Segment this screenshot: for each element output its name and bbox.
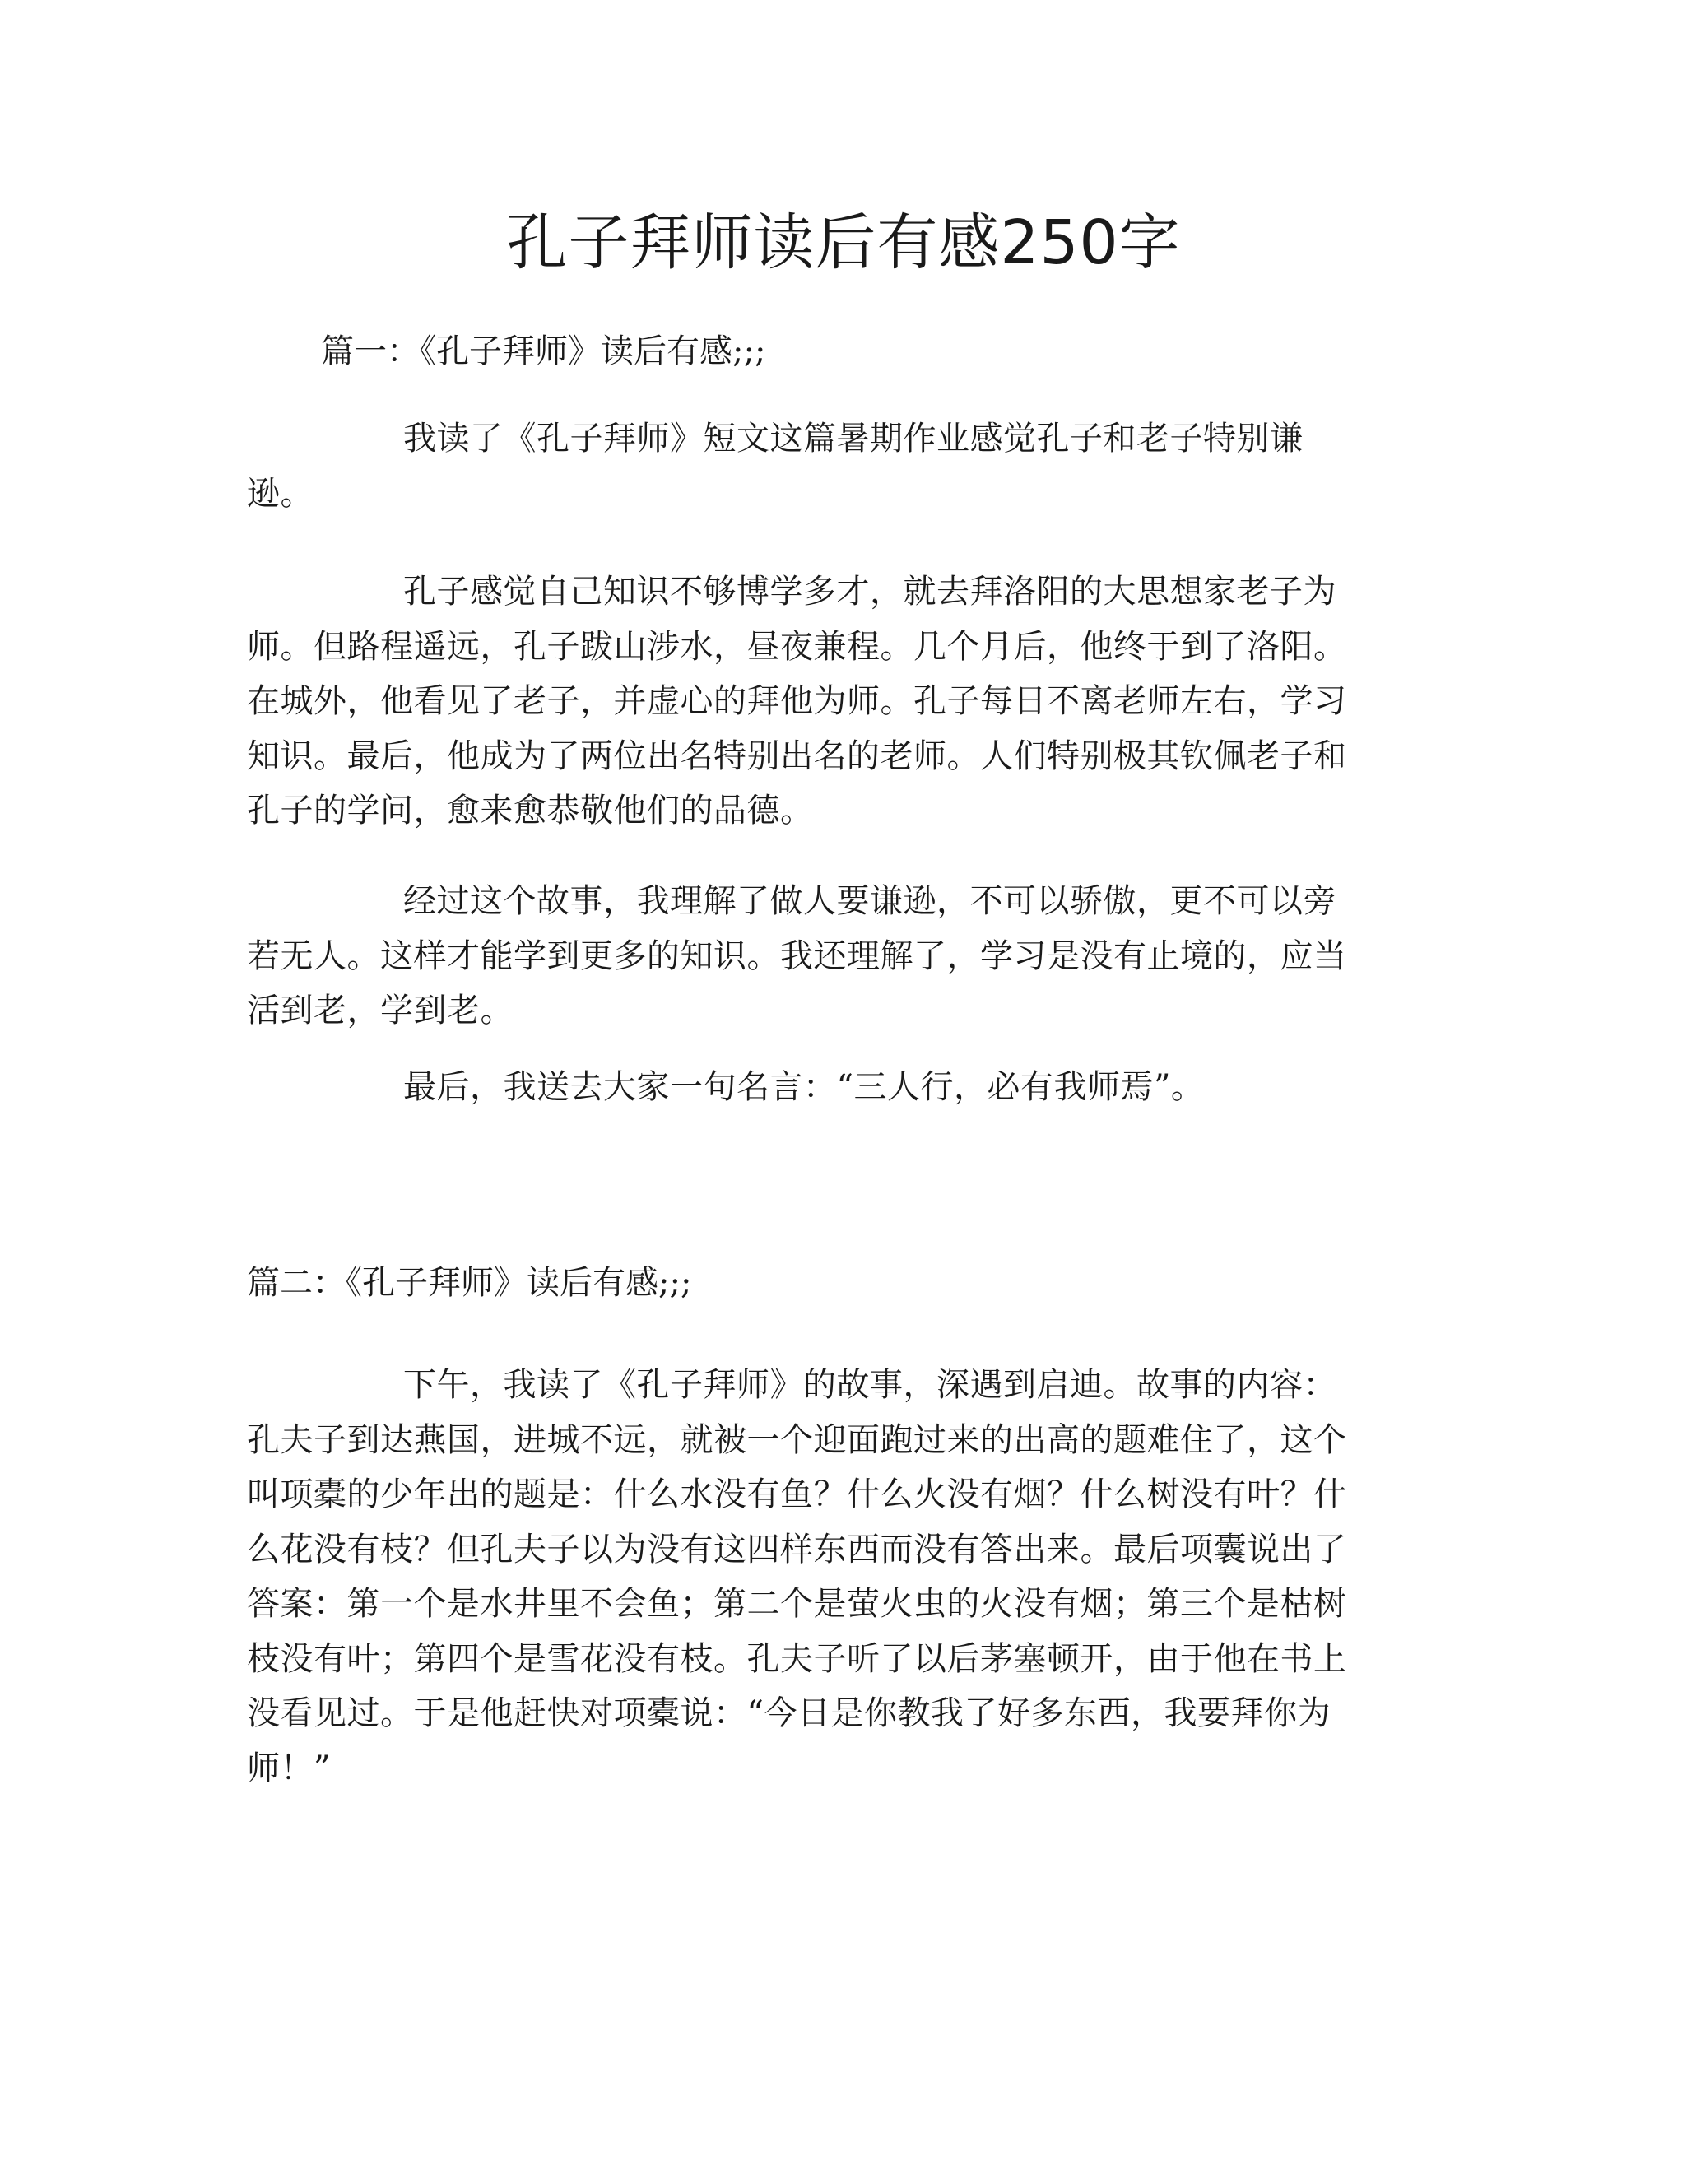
section1-paragraph-4: 最后，我送去大家一句名言：“三人行，必有我师焉”。 xyxy=(403,1068,1205,1106)
document-title: 孔子拜师读后有感250字 xyxy=(506,207,1181,278)
section2-heading: 篇二：《孔子拜师》读后有感;;; xyxy=(247,1264,692,1302)
section1-paragraph-3: 经过这个故事，我理解了做人要谦逊，不可以骄傲，更不可以旁若无人。这样才能学到更多的知识。我还理解了，学习是没有止境的，应当活到老，学到老。 xyxy=(247,882,1347,1029)
section1-heading: 篇一：《孔子拜师》读后有感;;; xyxy=(321,332,766,370)
section2-paragraph-1: 下午，我读了《孔子拜师》的故事，深遇到启迪。故事的内容：孔夫子到达燕国，进城不远，就被一个迎面跑过来的出高的题难住了，这个叫项橐的少年出的题是：什么水没有鱼？什么火没有烟？什么树没有叶？什么花没有枝？但孔夫子以为没有这四样东西而没有答出来。最后项囊说出了答案：第一个是水井里不会鱼；第二个是萤火虫的火没有烟；第三个是枯树枝没有叶；第四个是雪花没有枝。孔夫子听了以后茅塞顿开，由于他在书上没看见过。于是他赶快对项橐说：“今日是你教我了好多东西，我要拜你为师！” xyxy=(247,1366,1347,1787)
section1-paragraph-1: 我读了《孔子拜师》短文这篇暑期作业感觉孔子和老子特别谦逊。 xyxy=(247,420,1304,513)
section1-paragraph-2: 孔子感觉自己知识不够博学多才，就去拜洛阳的大思想家老子为师。但路程遥远，孔子跋山涉水，昼夜兼程。几个月后，他终于到了洛阳。在城外，他看见了老子，并虚心的拜他为师。孔子每日不离老师左右，学习知识。最后，他成为了两位出名特别出名的老师。人们特别极其钦佩老子和孔子的学问，愈来愈恭敬他们的品德。 xyxy=(247,573,1347,829)
